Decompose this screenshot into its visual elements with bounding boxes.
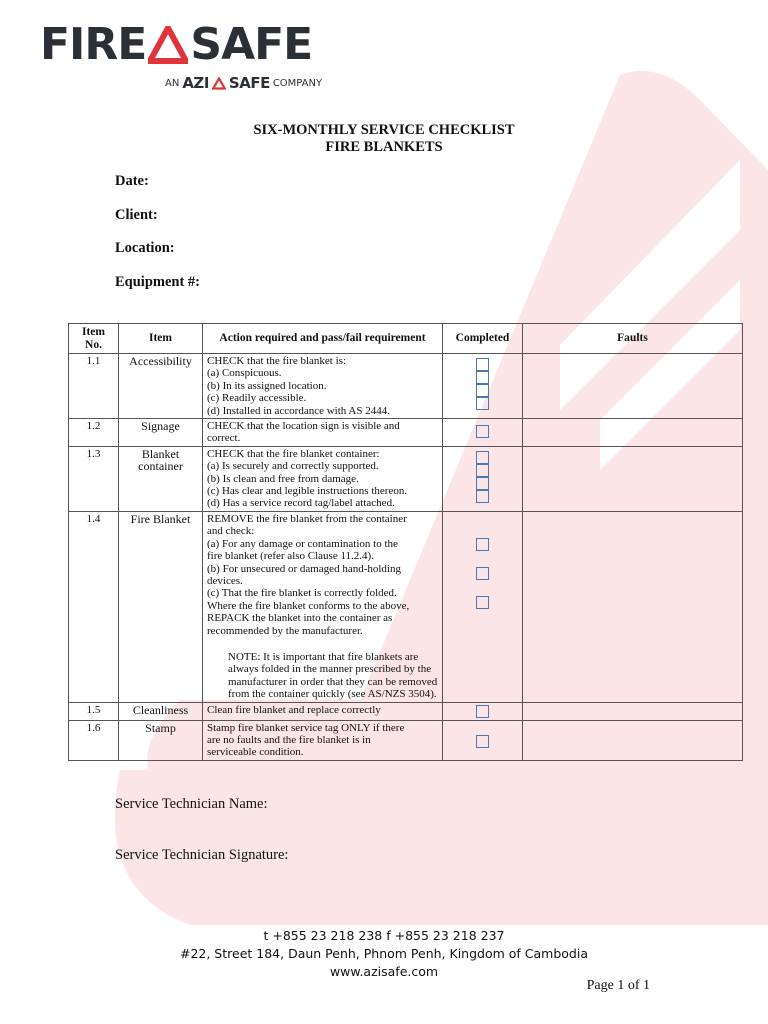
logo-fire-text: FIRE [40, 19, 147, 70]
completed-checkbox[interactable] [476, 596, 489, 609]
header-faults: Faults [523, 324, 743, 354]
row-action [203, 446, 443, 511]
action-line: (a) For any damage or contamination to the [207, 537, 398, 550]
action-line: CHECK that the location sign is visible and [207, 420, 400, 433]
action-line: (b) In its assigned location. [207, 379, 327, 392]
action-line: (b) For unsecured or damaged hand-holding [207, 562, 401, 575]
action-line: are no faults and the fire blanket is in [207, 733, 371, 746]
header-completed: Completed [443, 324, 523, 354]
action-line: (c) Has clear and legible instructions thereon. [207, 485, 408, 498]
row-number: 1.6 [69, 720, 119, 760]
action-line: devices. [207, 574, 243, 587]
completed-checkbox[interactable] [476, 371, 489, 384]
logo-sub-suffix: COMPANY [272, 77, 323, 89]
logo-sub-prefix: AN [165, 77, 180, 89]
completed-checkbox[interactable] [476, 705, 489, 718]
warning-triangle-icon [148, 26, 188, 64]
action-line: (d) Installed in accordance with AS 2444. [207, 404, 390, 417]
technician-name-label: Service Technician Name: [115, 796, 268, 812]
action-line: Where the fire blanket conforms to the above, [207, 599, 410, 612]
table-row [69, 511, 743, 702]
row-action [203, 720, 443, 760]
row-number: 1.2 [69, 419, 119, 447]
row-item: Blanket container [119, 446, 203, 511]
row-action [203, 702, 443, 720]
footer-address: #22, Street 184, Daun Penh, Phnom Penh, Kingdom of Cambodia [179, 946, 588, 961]
logo-sub-safe: SAFE [228, 74, 270, 92]
row-completed [443, 702, 523, 720]
action-line: (a) Conspicuous. [207, 367, 282, 380]
completed-checkbox[interactable] [476, 490, 489, 503]
row-faults-cell[interactable] [523, 419, 743, 447]
completed-checkbox[interactable] [476, 567, 489, 580]
row-completed [443, 511, 523, 702]
completed-checkbox[interactable] [476, 425, 489, 438]
action-line: Clean fire blanket and replace correctly [207, 703, 381, 716]
header-action: Action required and pass/fail requirement [203, 324, 443, 354]
row-completed [443, 419, 523, 447]
document-title: SIX-MONTHLY SERVICE CHECKLIST [253, 122, 515, 138]
service-checklist-table [68, 323, 743, 761]
action-line: serviceable condition. [207, 746, 304, 759]
action-line: (b) Is clean and free from damage. [207, 472, 359, 485]
row-number: 1.3 [69, 446, 119, 511]
row-completed [443, 446, 523, 511]
row-completed [443, 720, 523, 760]
table-row [69, 720, 743, 760]
footer-phones: t +855 23 218 238 f +855 23 218 237 [263, 928, 505, 943]
location-label: Location: [115, 240, 175, 256]
action-line: REPACK the blanket into the container as [207, 612, 393, 625]
table-row [69, 446, 743, 511]
small-triangle-icon [212, 77, 226, 90]
row-item: Fire Blanket [119, 511, 203, 702]
row-item: Cleanliness [119, 702, 203, 720]
action-line: fire blanket (refer also Clause 11.2.4). [207, 550, 374, 563]
client-label: Client: [115, 207, 158, 223]
row-action [203, 354, 443, 419]
row-completed [443, 354, 523, 419]
action-line: and check: [207, 525, 255, 538]
action-line: recommended by the manufacturer. [207, 624, 363, 637]
action-line: REMOVE the fire blanket from the container [207, 512, 407, 525]
date-label: Date: [115, 173, 149, 189]
completed-checkbox[interactable] [476, 358, 489, 371]
equipment-label: Equipment #: [115, 274, 201, 290]
completed-checkbox[interactable] [476, 735, 489, 748]
row-action [203, 511, 443, 702]
page-number: Page 1 of 1 [586, 978, 650, 993]
row-item: Accessibility [119, 354, 203, 419]
completed-checkbox[interactable] [476, 384, 489, 397]
row-faults-cell[interactable] [523, 720, 743, 760]
row-faults-cell[interactable] [523, 511, 743, 702]
logo-subtitle [165, 74, 322, 92]
completed-checkbox[interactable] [476, 538, 489, 551]
row-faults-cell[interactable] [523, 446, 743, 511]
row-number: 1.1 [69, 354, 119, 419]
action-line: (a) Is securely and correctly supported. [207, 460, 379, 473]
row-number: 1.5 [69, 702, 119, 720]
logo-safe-text: SAFE [190, 19, 313, 70]
completed-checkbox[interactable] [476, 451, 489, 464]
technician-signature-label: Service Technician Signature: [115, 847, 289, 863]
table-row [69, 702, 743, 720]
completed-checkbox[interactable] [476, 464, 489, 477]
action-line: (c) Readily accessible. [207, 392, 307, 405]
row-item: Signage [119, 419, 203, 447]
table-header-row [69, 324, 743, 354]
action-line: CHECK that the fire blanket container: [207, 447, 380, 460]
row-action [203, 419, 443, 447]
action-note: NOTE: It is important that fire blankets are always folded in the manner prescribed by the manufacturer in order that they can be removed from the container quickly (see AS/NZS 3504). [228, 650, 438, 701]
row-faults-cell[interactable] [523, 354, 743, 419]
document-subtitle: FIRE BLANKETS [325, 139, 443, 155]
completed-checkbox[interactable] [476, 477, 489, 490]
action-line: (c) That the fire blanket is correctly folded. [207, 587, 397, 600]
action-line: correct. [207, 432, 241, 445]
table-row [69, 354, 743, 419]
action-line: (d) Has a service record tag/label attached. [207, 497, 395, 510]
footer-website[interactable]: www.azisafe.com [329, 964, 439, 979]
logo-wordmark [40, 19, 313, 70]
action-line: CHECK that the fire blanket is: [207, 355, 346, 367]
company-logo [40, 19, 330, 97]
action-line: Stamp fire blanket service tag ONLY if there [207, 721, 405, 734]
completed-checkbox[interactable] [476, 397, 489, 410]
table-row [69, 419, 743, 447]
row-number: 1.4 [69, 511, 119, 702]
header-item: Item [119, 324, 203, 354]
logo-sub-azi: AZI [182, 74, 209, 92]
row-faults-cell[interactable] [523, 702, 743, 720]
row-item: Stamp [119, 720, 203, 760]
header-item-no: Item No. [69, 324, 119, 354]
